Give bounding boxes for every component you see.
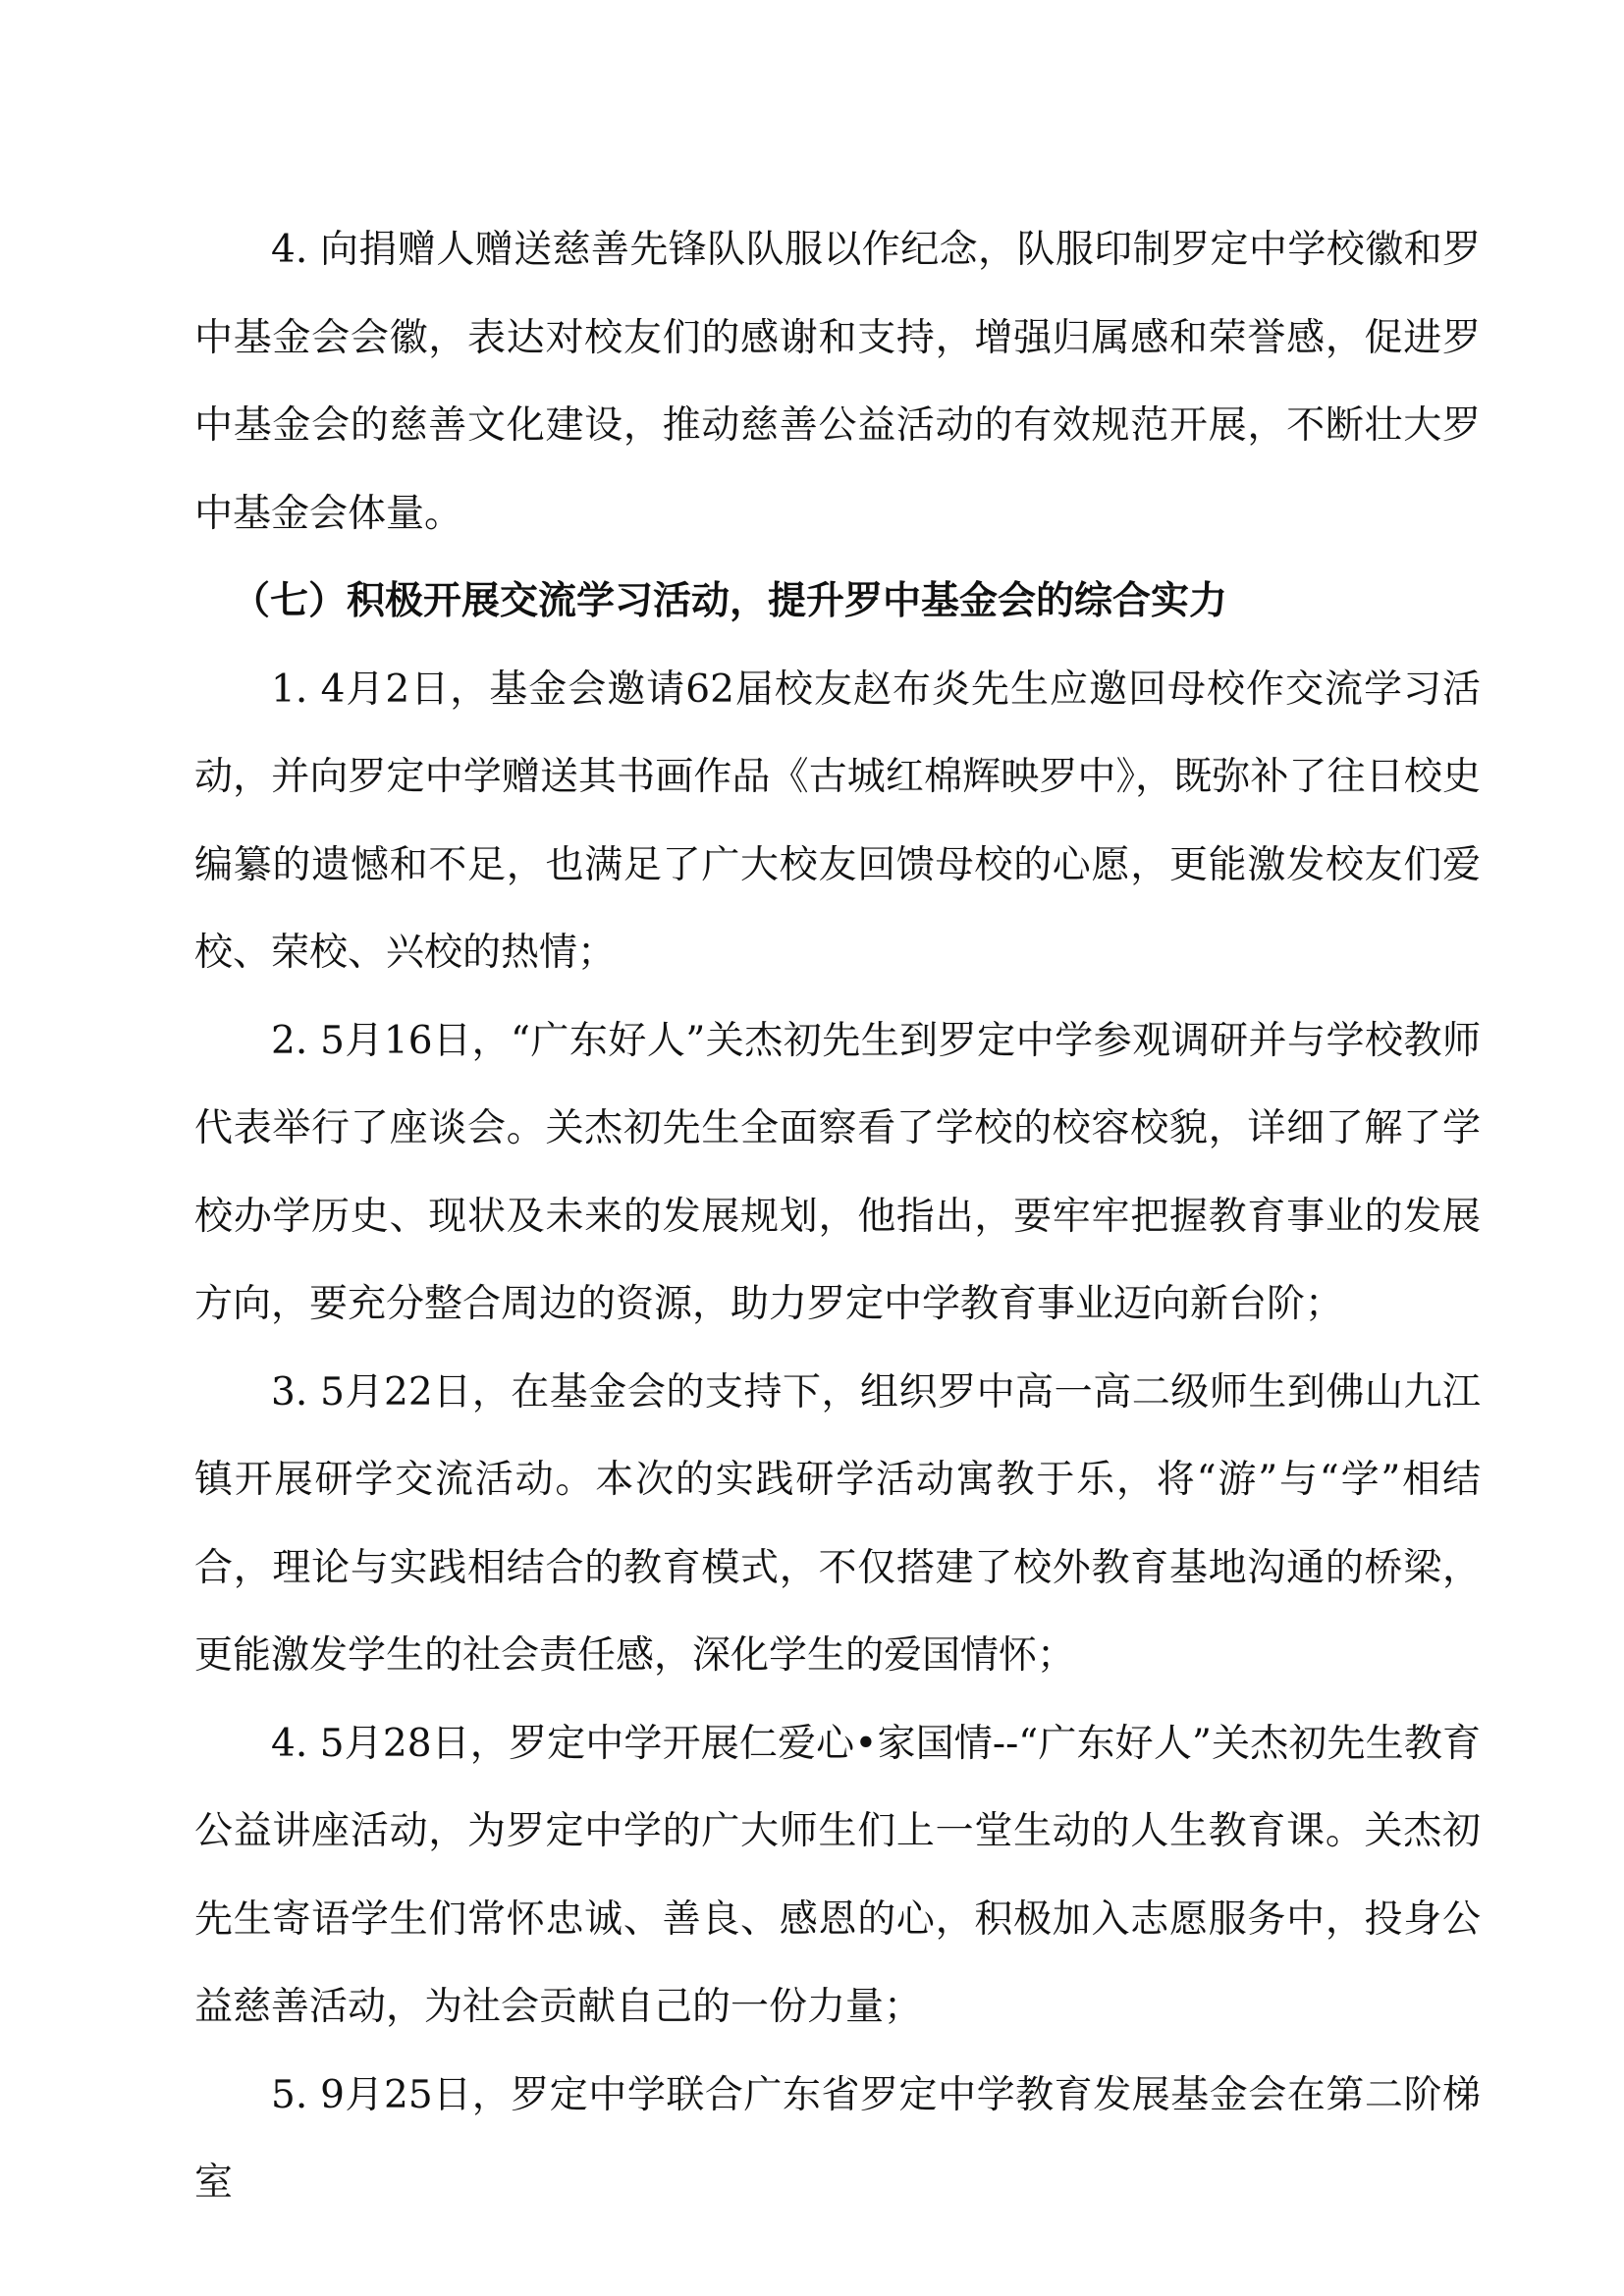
paragraph-item-2-may-16: 2. 5月16日，“广东好人”关杰初先生到罗定中学参观调研并与学校教师代表举行了座谈会。关杰初先生全面察看了学校的校容校貌，详细了解了学校办学历史、现状及未来的发展规划，他指出，要牢牢把握教育事业的发展方向，要充分整合周边的资源，助力罗定中学教育事业迈向新台阶； (194, 1018, 1481, 1326)
section-heading-seven: （七）积极开展交流学习活动，提升罗中基金会的综合实力 (232, 579, 1228, 623)
paragraph-item-4-may-28: 4. 5月28日，罗定中学开展仁爱心•家国情--“广东好人”关杰初先生教育公益讲座活动，为罗定中学的广大师生们上一堂生动的人生教育课。关杰初先生寄语学生们常怀忠诚、善良、感恩的心，积极加入志愿服务中，投身公益慈善活动，为社会贡献自己的一份力量； (194, 1721, 1481, 2029)
paragraph-item-3-may-22: 3. 5月22日，在基金会的支持下，组织罗中高一高二级师生到佛山九江镇开展研学交流活动。本次的实践研学活动寓教于乐，将“游”与“学”相结合，理论与实践相结合的教育模式，不仅搭建了校外教育基地沟通的桥梁，更能激发学生的社会责任感，深化学生的爱国情怀； (194, 1369, 1481, 1678)
paragraph-item-1-april-2: 1. 4月2日，基金会邀请62届校友赵布炎先生应邀回母校作交流学习活动，并向罗定中学赠送其书画作品《古城红棉辉映罗中》，既弥补了往日校史编纂的遗憾和不足，也满足了广大校友回馈母校的心愿，更能激发校友们爱校、荣校、兴校的热情； (194, 667, 1481, 975)
paragraph-item-4-uniforms: 4. 向捐赠人赠送慈善先锋队队服以作纪念，队服印制罗定中学校徽和罗中基金会会徽，表达对校友们的感谢和支持，增强归属感和荣誉感，促进罗中基金会的慈善文化建设，推动慈善公益活动的有效规范开展，不断壮大罗中基金会体量。 (194, 228, 1481, 536)
document-body (194, 206, 1481, 2227)
paragraph-item-5-sept-25: 5. 9月25日，罗定中学联合广东省罗定中学教育发展基金会在第二阶梯室 (194, 2072, 1481, 2205)
